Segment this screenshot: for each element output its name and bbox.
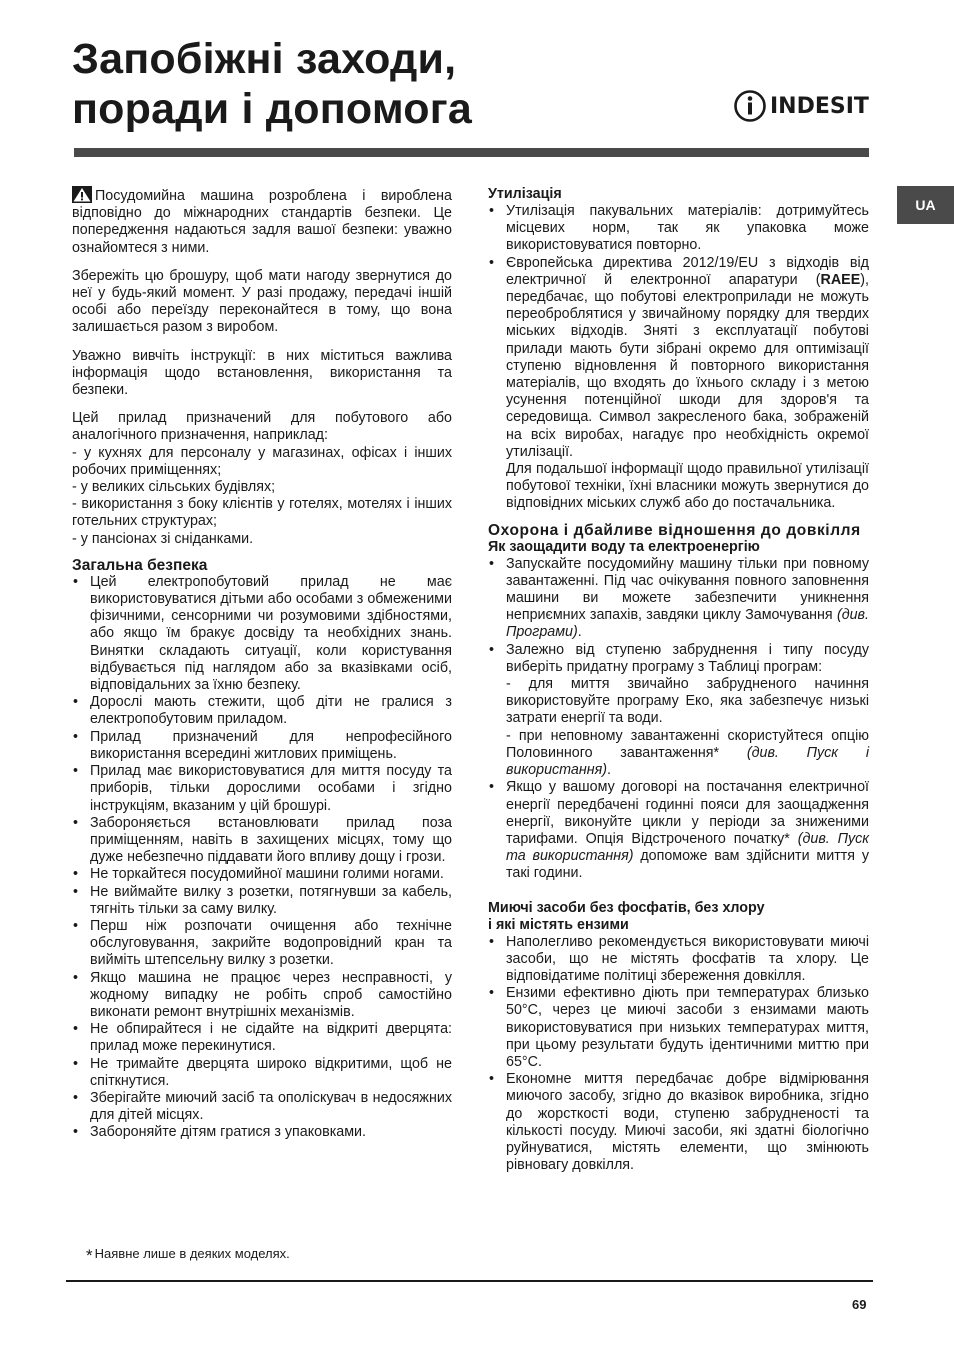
intended-use-line: - у кухнях для персоналу у магазинах, офісах і інших робочих приміщеннях; (72, 444, 452, 478)
read-instructions-paragraph: Уважно вивчіть інструкції: в них міститься важлива інформація щодо встановлення, використання та безпеки. (72, 347, 452, 399)
intended-use-line: - у пансіонах зі сніданками. (72, 530, 254, 547)
page-number: 69 (852, 1297, 867, 1312)
list-item: • Прилад призначений для непрофесійного використання всередині житлових приміщень. (72, 729, 452, 763)
programs-reference: (див. Програми) (506, 607, 869, 641)
header-rule (74, 148, 869, 157)
list-item: • Дорослі мають стежити, щоб діти не гралися з електропобутовим приладом. (72, 694, 452, 728)
list-item: • Не виймайте вилку з розетки, потягнувши за кабель, тягніть тільки за саму вилку. (72, 884, 452, 918)
list-item: • Не торкайтеся посудомийної машини голими ногами. (72, 866, 452, 883)
raee-text-b: ), передбачає, що побутові електроприлади не можуть переоброблятися у звичайному порядку для твердих міських відходів. Зняті з експлуатації побутові прилади мають бути зібрані окремо для оптимізації ступеню відновлення й повторного використання матеріалів, що входять до їхнього складу і з метою усунення потенційної шкоди для здоров'я та середовища. Символ закресленого бака, зображеній на всіх виробах, нагадує про необхідність окремої утилізації. (506, 271, 869, 460)
list-item: • Утилізація пакувальних матеріалів: дотримуйтесь місцевих норм, так як упаковка може використовуватися повторно. (488, 203, 869, 255)
list-item (488, 556, 869, 642)
page-title-line1: Запобіжні заходи, (72, 35, 457, 83)
page-title (72, 34, 472, 134)
list-item: • Економне миття передбачає добре відмірювання миючого засобу, згідно до вказівок виробника, згідно до жорсткості води, ступеню забрудненості та кількості посуду. Миючі засоби, які здатні біологічно руйнуватися, містять елементи, що змінюють рівновагу довкілля. (488, 1071, 869, 1174)
intro-text: Посудомийна машина розроблена і вироблена відповідно до міжнародних стандартів безпеки. Це попередження надаються задля вашої безпеки: уважно ознайомтеся з ними. (72, 188, 452, 256)
list-item (488, 642, 869, 780)
list-item: • Ензими ефективно діють при температурах близько 50°C, через це миючі засоби з ензимами мають використовуватися при низьких температурах миття, при цьому результати будуть ідентичними миттю при 65°C. (488, 985, 869, 1071)
raee-text-c: Для подальшої інформації щодо правильної утилізації побутової техніки, їхні власники можуть звернутися до відповідних міських служб або до постачальника. (506, 461, 869, 512)
save-tip-text: Залежно від ступеню забруднення і типу посуду виберіть придатну програму з Таблиці програм: (506, 641, 869, 675)
right-column (488, 186, 869, 1174)
intro-paragraph (72, 186, 452, 257)
list-item: • Прилад має використовуватися для миття посуду та приборів, тільки дорослими особами і згідно інструкціям, вказаним у цій брошурі. (72, 763, 452, 815)
footer-rule (66, 1280, 873, 1282)
logo-wordmark: INDESIT (770, 93, 869, 119)
start-use-reference: (див. Пуск та використання) (506, 830, 870, 865)
raee-text-a: Європейська директива 2012/19/EU з відходів від електричної й електронної апаратури ( (506, 254, 869, 288)
save-energy-heading: Як заощадити воду та електроенергію (488, 538, 760, 555)
list-item: • Не обпирайтеся і не сідайте на відкриті дверцята: прилад може перекинутися. (72, 1021, 452, 1055)
list-item: • Зберігайте миючий засіб та ополіскувач в недосяжних для дітей місцях. (72, 1090, 452, 1124)
footnote-text: Наявне лише в деяких моделях. (94, 1246, 290, 1261)
intended-use-line: Цей прилад призначений для побутового або аналогічного призначення, наприклад: (72, 410, 452, 444)
save-tip-end: . (577, 624, 582, 641)
save-tip-half-load: - при неповному завантаженні скористуйтеся опцію Половинного завантаження* (506, 727, 869, 761)
left-column (72, 186, 452, 1142)
list-item: • Забороняйте дітям гратися з упаковками. (72, 1124, 452, 1141)
list-item: • Не тримайте дверцята широко відкритими, щоб не спіткнутися. (72, 1056, 452, 1090)
list-item: • Цей електропобутовий прилад не має використовуватися дітьми або особами з обмеженими фізичними, сенсорними чи розумовими здібностями, або якщо їм бракує досвіду та необхідних знань. Винятки складають ситуації, коли користування відбувається під наглядом або за вказівками осіб, відповідальних за їхню безпеку. (72, 574, 452, 694)
disposal-list (488, 203, 869, 513)
list-item: • Наполегливо рекомендується використовувати миючі засоби, що не містять фосфатів та хлору. Це відповідатиме політиці збереження довкілля. (488, 934, 869, 986)
list-item: • Забороняється встановлювати прилад поза приміщенням, навіть в захищених місцях, тому що дуже небезпечно піддавати його впливу дощу і грози. (72, 815, 452, 867)
list-item (488, 255, 869, 513)
raee-label: RAEE (820, 271, 861, 288)
environment-heading: Охорона і дбайливе відношення до довкілля (488, 521, 861, 539)
detergents-list (488, 934, 869, 1175)
list-item: • Якщо машина не працює через несправності, у жодному випадку не робіть спроб самостійно виконати ремонт внутрішніх механізмів. (72, 970, 452, 1022)
save-tip-end: . (607, 762, 611, 779)
save-tip-text: Запускайте посудомийну машину тільки при повному завантаженні. Під час очікування повного заповнення машини ви можете забезпечити уникнення неприємних запахів, завдяки циклу Замочування (506, 555, 869, 624)
save-tip-text-end: допоможе вам здійснити миття у такі години. (506, 848, 870, 882)
disposal-heading: Утилізація (488, 186, 562, 202)
save-tip-text: Якщо у вашому договорі на постачання електричної енергії передбачені годинні пояси для заощадження енергії, виконуйте цикли у періоди за зниженими тарифами. Опція Відстроченого початку* (506, 779, 869, 847)
save-energy-list (488, 556, 869, 883)
list-item: • Перш ніж розпочати очищення або технічне обслуговування, закрийте водопровідний кран та вийміть штепсельну вилку з розетки. (72, 918, 452, 970)
list-item (488, 779, 869, 882)
warning-icon (72, 186, 92, 203)
intended-use-line: - використання з боку клієнтів у готелях, мотелях і інших готельних структурах; (72, 496, 452, 530)
detergents-heading-line2: і які містять ензими (488, 916, 629, 933)
intended-use-paragraph (72, 410, 452, 548)
keep-brochure-paragraph: Збережіть цю брошуру, щоб мати нагоду звернутися до неї у будь-який момент. У разі продажу, передачі іншій особі або переїзду переконайтеся в тому, що вона залишається разом з виробом. (72, 267, 452, 336)
indesit-logo (733, 88, 869, 124)
start-use-reference: (див. Пуск і використання) (506, 744, 869, 779)
save-tip-eco: - для миття звичайно забрудненого начиння використовуйте програму Еко, яка забезпечує низькі затрати енергії та води. (506, 676, 869, 727)
general-safety-heading: Загальна безпека (72, 556, 208, 574)
page-title-line2: поради і допомога (72, 85, 472, 133)
footnote-star: * (86, 1246, 93, 1265)
footnote (86, 1246, 290, 1266)
detergents-heading-line1: Миючі засоби без фосфатів, без хлору (488, 899, 765, 916)
intended-use-line: - у великих сільських будівлях; (72, 479, 276, 496)
detergents-heading (488, 900, 869, 934)
indesit-i-icon (733, 89, 767, 123)
language-tab: UA (897, 186, 954, 224)
general-safety-list (72, 574, 452, 1142)
